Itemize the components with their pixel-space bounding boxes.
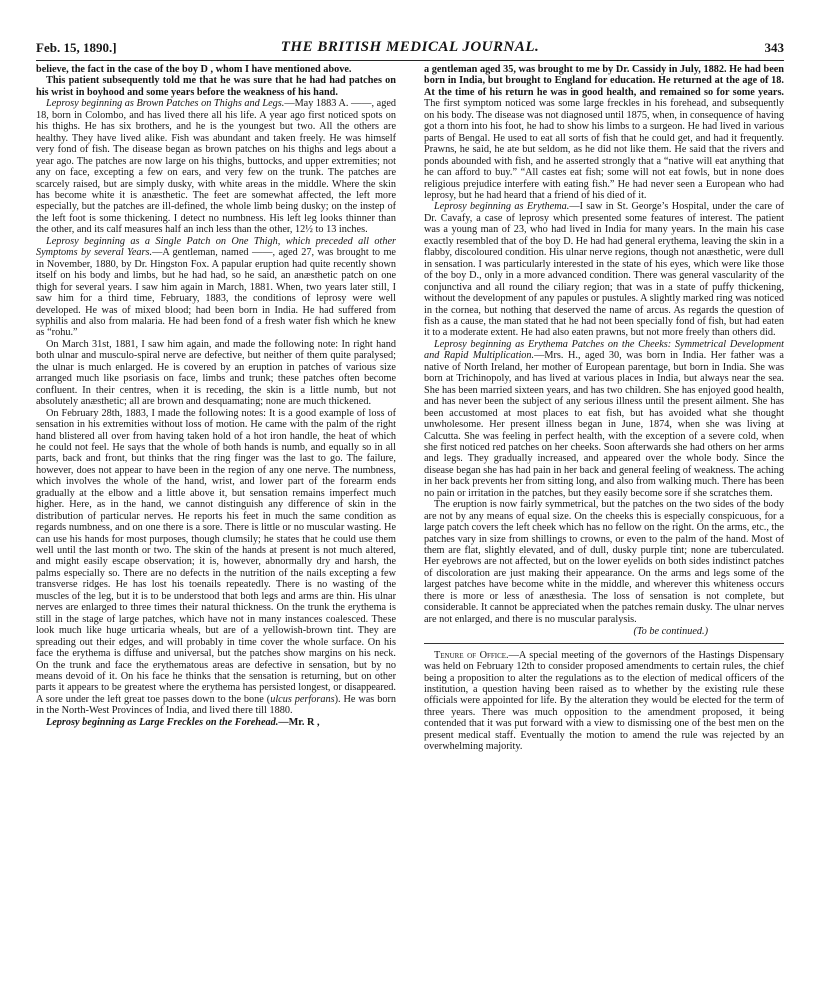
paragraph-text: ). He was born in the North-West Provinces of India, and lived there till 1880. xyxy=(36,693,396,717)
journal-header xyxy=(36,40,784,61)
journal-title: THE BRITISH MEDICAL JOURNAL. xyxy=(280,39,540,55)
case-paragraph xyxy=(36,236,396,339)
news-text: —A special meeting of the governors of the Hastings Dispensary was held on February 12th to consider proposed amendments to certain rules, the chief being a proposition to alter the regulations as to the election of medical officers of the institution, a question having been raised as to whether by the existing rule these officials were appointed for life. By the alteration they would be elected for the term of three years. There was much opposition to the amendment proposed, it being contended that it was put forward with a view to dismissing one of the best men on the present medical staff. Eventually the motion to amend the rule was rejected by an overwhelming majority. xyxy=(424,649,784,753)
case-text: —I saw in St. George’s Hospital, under the care of Dr. Cavafy, a case of leprosy which presented some features of interest. The patient was a young man of 23, who had lived in India for many years. In the main his case exactly resembled that of the boy D. He had had general erythema, leaving the skin in a flabby, discoloured condition. His ulnar nerve regions, though not anæsthetic, were dull in sensation. I was particularly interested in the state of his eyes, which were like those of the boy D., only in a more advanced condition. There was general vascularity of the conjunctiva and all round the ciliary region; that was in a state of puffy thickening, without the development of any papules or pustules. A slightly marked ring was noticed in the cornea, but nothing that deserved the name of arcus. As regards the question of fish as a cause, the man stated that he had not been specially fond of fish, but had eaten it to a moderate extent. He had also eaten prawns, but not more freely than others did. xyxy=(424,201,784,339)
case-paragraph xyxy=(424,339,784,499)
paragraph-text: The first symptom noticed was some large freckles in his forehead, and subsequently on his body. The disease was not diagnosed until 1875, when, in consequence of having got a thorn into his foot, he had to show his limbs to a surgeon. He had lived in various parts of Bengal. He used to eat all sorts of fish that he could get, and had it frequently. Prawns, he said, he ate but seldom, as he did not like them. He said that the rivers and ponds abounded with fish, and he asserted strongly that a “native will eat anything that he can afford to buy.” “All castes eat fish; some will not eat fowls, but in none does religious prejudice interfere with eating fish.” He had never seen a European who had leprosy, but he had heard that a friend of his died of it. xyxy=(424,98,784,201)
paragraph xyxy=(424,64,784,201)
section-divider xyxy=(424,643,784,644)
right-column xyxy=(424,64,784,964)
paragraph-bold: a gentleman aged 35, was brought to me by Dr. Cassidy in July, 1882. He had been born in India, but brought to England for education. He returned at the age of 18. At the time of his return he was in good health, and remained so for some years. xyxy=(424,64,784,98)
case-heading: Leprosy beginning as Erythema. xyxy=(434,201,570,213)
paragraph xyxy=(36,408,396,717)
case-text: —A gentleman, named ——, aged 27, was brought to me in November, 1880, by Dr. Hingston Fox. A papular eruption had quite recently shown itself on his body and limbs, but he had had, so he said, an anæsthetic patch on one thigh for several years. I saw him again in March, 1881. When, two years later still, I saw him for a third time, February, 1883, the conditions of leprosy were well developed. He was of mixed blood; had been born in India. He had suffered from syphilis and also from malaria. He had been fond of a fresh water fish which he knew as “rohu.” xyxy=(36,247,396,339)
paragraph: The eruption is now fairly symmetrical, but the patches on the two sides of the body are not by any means of equal size. On the cheeks this is especially conspicuous, for a large patch covers the left cheek which has no fellow on the right. On the arms, etc., the patches vary in size from shillings to crowns, or even to the palm of the hand. Most of them are flat, slightly elevated, and of dull, dusky purple tint; none are tuberculated. Her eyebrows are not affected, but on the lower eyelids on both sides indistinct patches of discoloration are just making their appearance. On the arms and legs some of the largest patches have become white in the middle, and wherever this whiteness occurs there is more or less of anæsthesia. The loss of sensation is not complete, but considerable. It cannot be appreciated when the patches remain dusky. The ulnar nerves are not enlarged, and there is no muscular paralysis. xyxy=(424,499,784,625)
case-heading: Leprosy beginning as Erythema Patches on the Cheeks: Symmetrical Development and Rapid Multiplication. xyxy=(424,338,784,362)
news-paragraph xyxy=(424,650,784,753)
case-paragraph xyxy=(424,201,784,338)
case-text: —Mrs. H., aged 30, was born in India. Her father was a native of North Ireland, her mother of European parentage, but born in India. She was born at Trichinopoly, and has lived at various places in India, but always near the sea. She has been married sixteen years, and has two children. She has enjoyed good health, and has never been the subject of any serious illness until the present ailment. She has been accustomed at most places to eat fish, but has avoided what she thought unwholesome. Her present illness began in June, 1874, when she was living at Calcutta. She was feeling in perfect health, with the exception of a severe cold, when she first noticed red patches on her cheeks. Soon afterwards she had others on her arms and legs. They gradually increased, and appeared over the whole body. Since the disease began she has had pain in her back and general feeling of weakness. The aching in her back prevents her from sitting long, and also from walking much. There has been no pain or irritation in the patches, but they easily become sore if she scratches them. xyxy=(424,350,784,499)
news-label: Tenure of Office. xyxy=(434,649,509,661)
paragraph: believe, the fact in the case of the boy D , whom I have mentioned above. xyxy=(36,64,352,75)
paragraph-text: On February 28th, 1883, I made the following notes: It is a good example of loss of sensation in his extremities without loss of motion. He came with the palm of the right hand blistered all over from having taken hold of a hot iron handle, the heat of which he could not feel. He says that the whole of both hands is numb, and equally so in all parts, back and front, but thinks that the ring finger was the last to go. The failure, however, does not appear to have been in the region of any one nerve. The numbness, which involves the whole of the hand, wrist, and lower part of the forearm ends gradually at the elbow and a little above it, but sensation remains imperfect much higher. Here, as in the hand, we cannot distinguish any difference of skin in the distribution of particular nerves. He reports his feet in much the same condition as regards numbness, and on one there is a sore. There is little or no muscular wasting. He can use his hands for most purposes, though clumsily; he states that he could use them well until the last month or two. The skin of the hands at present is not much altered, and might easily escape observation; it is, however, abnormally dry and harsh, the palms especially so. There are no defects in the nutrition of the nails excepting a few transverse ridges. He has lost his toenails repeatedly. There is no wasting of the muscles of the leg, but it is to be understood that both legs and arms are thin. His ulnar nerves are enlarged to three times their natural thickness. On the trunk the erythema is still in the stage of large patches, which have not in many instances coalesced. These look much like huge urticaria wheals, but are of a yellowish-brown tint. They are spreading out their edges, and will probably in time cover the whole surface. On his face the erythema is diffuse and universal, but the patches show margins on his neck. On the trunk and face the erythematous areas are defective in sensation, but by no means devoid of it. On his face he thinks that the sensation is returning, but on other parts it appears to be greatest where the erythema has persisted longest, or disappeared. A sore under the left great toe passes down to the bone ( xyxy=(36,407,396,705)
case-text: —Mr. R , xyxy=(278,716,320,728)
case-heading: Leprosy beginning as a Single Patch on One Thigh, which preceded all other Symptoms by several Years. xyxy=(36,235,396,259)
to-be-continued: (To be continued.) xyxy=(633,626,708,638)
case-heading: Leprosy beginning as Large Freckles on the Forehead. xyxy=(46,716,279,728)
page-number: 343 xyxy=(764,40,784,55)
case-paragraph xyxy=(36,717,396,728)
issue-date: Feb. 15, 1890.] xyxy=(36,40,117,55)
latin-term: ulcus perforans xyxy=(270,693,335,705)
case-text: —May 1883 A. ——, aged 18, born in Colombo, and has lived there all his life. A year ago first noticed spots on his thighs. He has six brothers, and he is the youngest but two. All the others are healthy. They have lived alike. Fish was abundant and taken freely. He was himself very fond of fish. The disease began as brown patches on his thighs and legs about a year ago. The patches are now large on his thighs, buttocks, and upper extremities; not any on face, excepting a few on ears, and very few on the trunk. The patches are scarcely raised, but are simply dusky, with white areas in the middle. Where the skin has become white it is anæsthetic. The feet are somewhat affected, the left more especially, but the patches are ill-defined, the whole limb being dusky; on the instep of the left foot is some thickening. I detect no numbness. His left leg looks thinner than the other, and its calf measures half an inch less than the other, 12½ to 13 inches. xyxy=(36,98,396,236)
case-paragraph xyxy=(36,98,396,235)
left-column xyxy=(36,64,396,964)
paragraph: On March 31st, 1881, I saw him again, and made the following note: In right hand both ulnar and musculo-spiral nerve are defective, but neither of them quite paralysed; the ulnar is much enlarged. He is covered by an eruption in patches of various size arranged much like psoriasis on face, limbs and trunk; these patches often become confluent. In their centres, when it is receding, the skin is a little numb, but not absolutely anæsthetic; all are brown and desquamating; none are much thickened. xyxy=(36,338,396,408)
paragraph: This patient subsequently told me that he was sure that he had had patches on his wrist in boyhood and some years before the weakness of his hand. xyxy=(36,75,396,98)
case-heading: Leprosy beginning as Brown Patches on Thighs and Legs. xyxy=(46,98,285,110)
